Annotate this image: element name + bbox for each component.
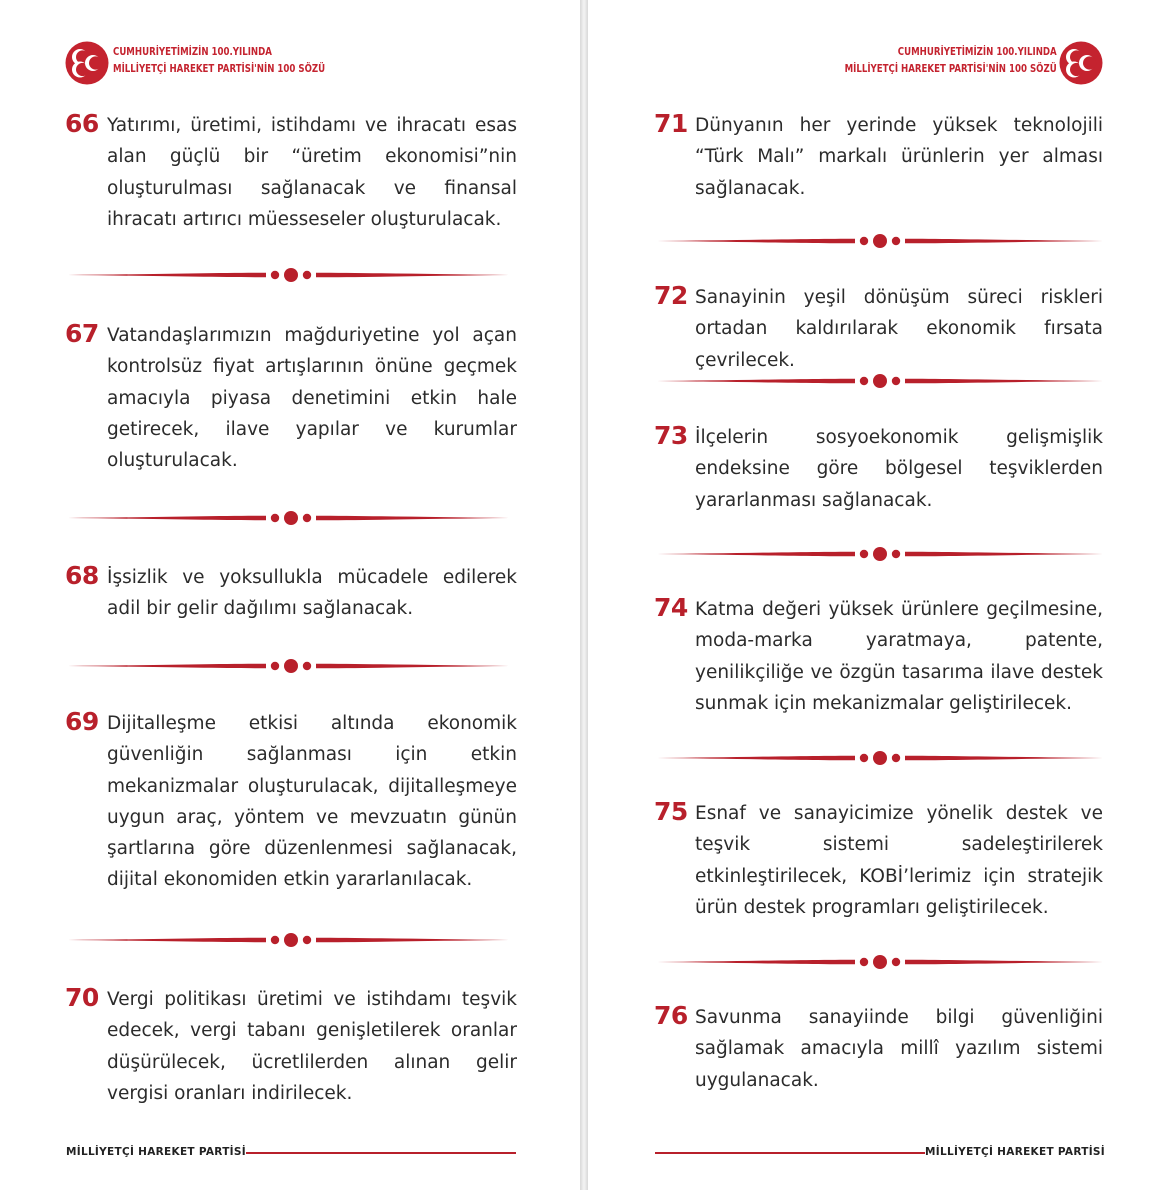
book-gutter [580,0,588,1190]
item-text: Esnaf ve sanayicimize yönelik destek ve teşvik sistemi sadeleştirilerek etkinleştirilecek, KOBİ’lerimiz için stratejik ürün destek programları geliştirilecek. [695,803,1103,918]
item-number: 67 [65,319,99,348]
item-number: 72 [654,281,688,310]
header-line-2: MİLLİYETÇİ HAREKET PARTİSİ'NİN 100 SÖZÜ [844,63,1057,75]
ornament-divider [657,374,1103,388]
ornament-divider [657,751,1103,765]
item-text: Vatandaşlarımızın mağduriyetine yol açan kontrolsüz fiyat artışlarının önüne geçmek amacıyla piyasa denetimini etkin hale getirecek, ilave yapılar ve kurumlar oluşturulacak. [107,325,517,472]
item-text: Vergi politikası üretimi ve istihdamı teşvik edecek, vergi tabanı genişletilerek oranlar düşürülecek, ücretlilerden alınan gelir vergisi oranları indirilecek. [107,989,517,1104]
right-page [588,0,1170,1190]
header-line-1: CUMHURİYETİMİZİN 100.YILINDA [898,46,1057,58]
item-text: Savunma sanayiinde bilgi güvenliğini sağlamak amacıyla millî yazılım sistemi uygulanacak. [695,1007,1103,1091]
header-line-1: CUMHURİYETİMİZİN 100.YILINDA [113,46,272,58]
header-title [845,44,1057,78]
item-text: Yatırımı, üretimi, istihdamı ve ihracatı esas alan güçlü bir “üretim ekonomisi”nin oluşturulması sağlanacak ve finansal ihracatı artırıcı müesseseler oluşturulacak. [107,115,517,230]
footer-rule [655,1152,925,1154]
item-number: 74 [654,593,688,622]
header-line-2: MİLLİYETÇİ HAREKET PARTİSİ'NİN 100 SÖZÜ [113,63,326,75]
item-number: 66 [65,109,99,138]
item-text: Katma değeri yüksek ürünlere geçilmesine, moda-marka yaratmaya, patente, yenilikçiliğe ve özgün tasarıma ilave destek sunmak için mekanizmalar geliştirilecek. [695,599,1103,714]
ornament-divider [657,955,1103,969]
item-text: Dijitalleşme etkisi altında ekonomik güvenliğin sağlanması için etkin mekanizmalar oluşturulacak, dijitalleşmeye uygun araç, yöntem ve mevzuatın günün şartlarına göre düzenlenmesi sağlanacak, dijital ekonomiden etkin yararlanılacak. [107,713,517,891]
item-text: İlçelerin sosyoekonomik gelişmişlik endeksine göre bölgesel teşviklerden yararlanması sağlanacak. [695,427,1103,511]
item-number: 75 [654,797,688,826]
item-number: 69 [65,707,99,736]
mhp-logo-icon [65,41,109,85]
ornament-divider [657,234,1103,248]
mhp-logo-icon [1059,41,1103,85]
footer-label: MİLLİYETÇİ HAREKET PARTİSİ [925,1146,1105,1158]
footer-label: MİLLİYETÇİ HAREKET PARTİSİ [66,1146,246,1158]
left-page [0,0,580,1190]
item-number: 73 [654,421,688,450]
header-title [113,44,325,78]
item-number: 68 [65,561,99,590]
item-number: 71 [654,109,688,138]
footer-rule [246,1152,516,1154]
item-text: Dünyanın her yerinde yüksek teknolojili “Türk Malı” markalı ürünlerin yer alması sağlanacak. [695,115,1103,199]
ornament-divider [68,511,514,525]
ornament-divider [68,933,514,947]
item-text: Sanayinin yeşil dönüşüm süreci riskleri ortadan kaldırılarak ekonomik fırsata çevrilecek. [695,287,1103,371]
ornament-divider [68,268,514,282]
item-number: 70 [65,983,99,1012]
item-number: 76 [654,1001,688,1030]
ornament-divider [657,547,1103,561]
ornament-divider [68,659,514,673]
item-text: İşsizlik ve yoksullukla mücadele edilerek adil bir gelir dağılımı sağlanacak. [107,567,517,620]
